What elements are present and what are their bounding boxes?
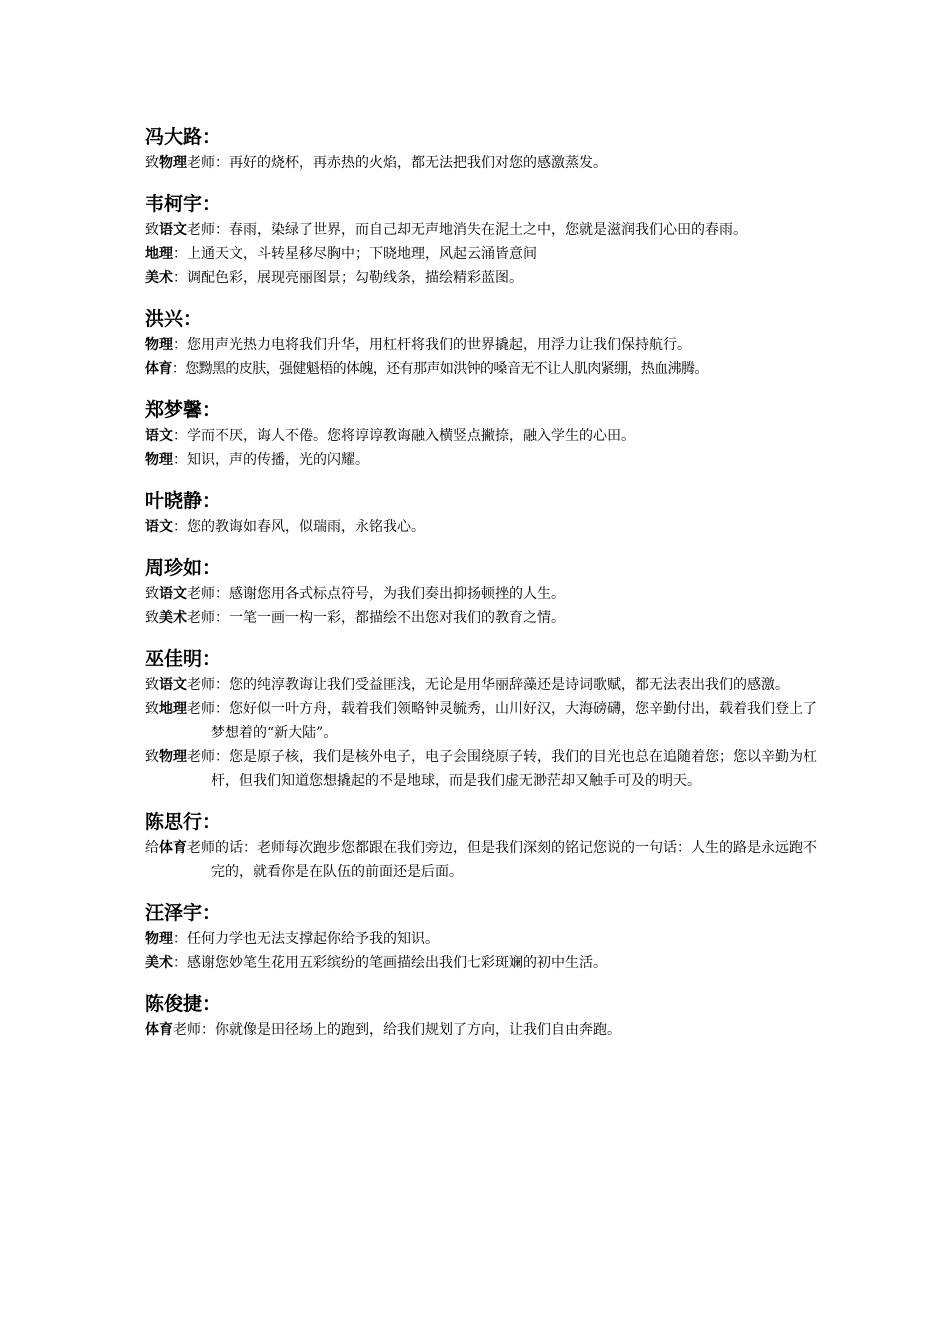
message-text: 您的纯淳教诲让我们受益匪浅，无论是用华丽辞藻还是诗词歌赋，都无法表出我们的感激。 [229, 677, 789, 693]
message-text: 您用声光热力电将我们升华，用杠杆将我们的世界撬起，用浮力让我们保持航行。 [187, 337, 691, 353]
message-line [145, 515, 825, 539]
message-text: 任何力学也无法支撑起你给予我的知识。 [187, 931, 439, 947]
message-suffix: 老师： [187, 155, 229, 171]
message-line [145, 951, 825, 975]
message-suffix: ： [173, 337, 187, 353]
message-suffix: ： [173, 519, 187, 535]
message-suffix: 老师： [187, 610, 229, 626]
message-prefix: 致 [145, 610, 159, 626]
subject-label: 语文 [145, 428, 173, 444]
message-text: 上通天文，斗转星移尽胸中；下晓地理，风起云涌皆意间 [187, 246, 537, 262]
student-name: 陈俊捷： [145, 993, 222, 1015]
message-suffix: ： [173, 452, 187, 468]
message-text: 知识，声的传播，光的闪耀。 [187, 452, 369, 468]
entry [145, 124, 825, 175]
message-prefix: 致 [145, 677, 159, 693]
subject-label: 语文 [159, 222, 187, 238]
message-line [145, 424, 825, 448]
subject-label: 物理 [145, 931, 173, 947]
message-line [145, 745, 825, 793]
message-prefix: 致 [145, 749, 159, 765]
message-prefix: 给 [145, 840, 159, 856]
message-line [145, 357, 825, 381]
subject-label: 美术 [145, 955, 173, 971]
subject-label: 语文 [159, 586, 187, 602]
entry [145, 488, 825, 539]
message-text: 调配色彩，展现亮丽图景；勾勒线条，描绘精彩蓝图。 [187, 270, 523, 286]
message-suffix: ： [173, 428, 187, 444]
message-line [145, 333, 825, 357]
message-suffix: 老师： [187, 749, 229, 765]
subject-label: 体育 [145, 1022, 173, 1038]
entry [145, 991, 825, 1042]
student-name: 叶晓静： [145, 490, 222, 512]
message-text: 再好的烧杯，再赤热的火焰，都无法把我们对您的感激蒸发。 [229, 155, 607, 171]
student-name: 周珍如： [145, 557, 222, 579]
message-suffix: ： [173, 270, 187, 286]
student-name: 巫佳明： [145, 648, 222, 670]
message-line [145, 448, 825, 472]
message-line [145, 606, 825, 630]
message-line [145, 836, 825, 884]
student-name: 郑梦馨： [145, 399, 222, 421]
message-text: 感谢您妙笔生花用五彩缤纷的笔画描绘出我们七彩斑斓的初中生活。 [187, 955, 607, 971]
message-text: 一笔一画一构一彩，都描绘不出您对我们的教育之情。 [229, 610, 565, 626]
message-prefix: 致 [145, 155, 159, 171]
entry [145, 555, 825, 630]
subject-label: 体育 [145, 361, 172, 377]
message-line [145, 927, 825, 951]
message-text: 老师每次跑步您都跟在我们旁边，但是我们深刻的铭记您说的一句话：人生的路是永远跑不完的，就看你是在队伍的前面还是后面。 [211, 840, 817, 880]
message-suffix: 老师的话： [187, 840, 257, 856]
message-suffix: ： [173, 246, 187, 262]
message-text: 感谢您用各式标点符号，为我们奏出抑扬顿挫的人生。 [229, 586, 565, 602]
entry [145, 646, 825, 793]
message-text: 您是原子核，我们是核外电子，电子会围绕原子转，我们的目光也总在追随着您；您以辛勤为杠杆，但我们知道您想撬起的不是地球，而是我们虚无渺茫却又触手可及的明天。 [211, 749, 817, 789]
message-text: 您好似一叶方舟，载着我们领略钟灵毓秀，山川好汉，大海磅礴，您辛勤付出，载着我们登上了梦想着的“新大陆”。 [211, 701, 817, 741]
message-line [145, 218, 825, 242]
message-text: 学而不厌，诲人不倦。您将谆谆教诲融入横竖点撇捺，融入学生的心田。 [187, 428, 635, 444]
message-suffix: 老师： [173, 1022, 215, 1038]
message-suffix: 老师： [187, 677, 229, 693]
message-suffix: ： [173, 931, 187, 947]
message-line [145, 242, 825, 266]
message-line [145, 151, 825, 175]
message-text: 你就像是田径场上的跑到，给我们规划了方向，让我们自由奔跑。 [215, 1022, 621, 1038]
message-prefix: 致 [145, 222, 159, 238]
entry [145, 397, 825, 472]
student-name: 陈思行： [145, 811, 222, 833]
subject-label: 美术 [145, 270, 173, 286]
message-suffix: ： [173, 955, 187, 971]
student-name: 洪兴： [145, 308, 203, 330]
message-suffix: ： [171, 361, 186, 377]
subject-label: 语文 [145, 519, 173, 535]
subject-label: 体育 [159, 840, 187, 856]
message-line [145, 697, 825, 745]
entry [145, 900, 825, 975]
message-suffix: 老师： [187, 222, 229, 238]
subject-label: 物理 [159, 749, 187, 765]
message-suffix: 老师： [187, 701, 229, 717]
message-suffix: 老师： [187, 586, 229, 602]
entry [145, 191, 825, 290]
subject-label: 地理 [159, 701, 187, 717]
message-line [145, 673, 825, 697]
student-name: 韦柯宇： [145, 193, 222, 215]
subject-label: 地理 [145, 246, 173, 262]
entry [145, 809, 825, 884]
subject-label: 物理 [159, 155, 187, 171]
message-line [145, 1018, 825, 1042]
message-prefix: 致 [145, 701, 159, 717]
entry [145, 306, 825, 381]
document-body [145, 124, 825, 1058]
subject-label: 物理 [145, 452, 173, 468]
message-line [145, 266, 825, 290]
subject-label: 物理 [145, 337, 173, 353]
message-line [145, 582, 825, 606]
subject-label: 语文 [159, 677, 187, 693]
message-text: 您的教诲如春风，似瑞雨，永铭我心。 [187, 519, 425, 535]
message-text: 您黝黑的皮肤，强健魁梧的体魄，还有那声如洪钟的嗓音无不让人肌肉紧绷，热血沸腾。 [185, 361, 708, 377]
subject-label: 美术 [159, 610, 187, 626]
student-name: 冯大路： [145, 126, 222, 148]
message-text: 春雨，染绿了世界，而自己却无声地消失在泥土之中，您就是滋润我们心田的春雨。 [229, 222, 747, 238]
message-prefix: 致 [145, 586, 159, 602]
student-name: 汪泽宇： [145, 902, 222, 924]
